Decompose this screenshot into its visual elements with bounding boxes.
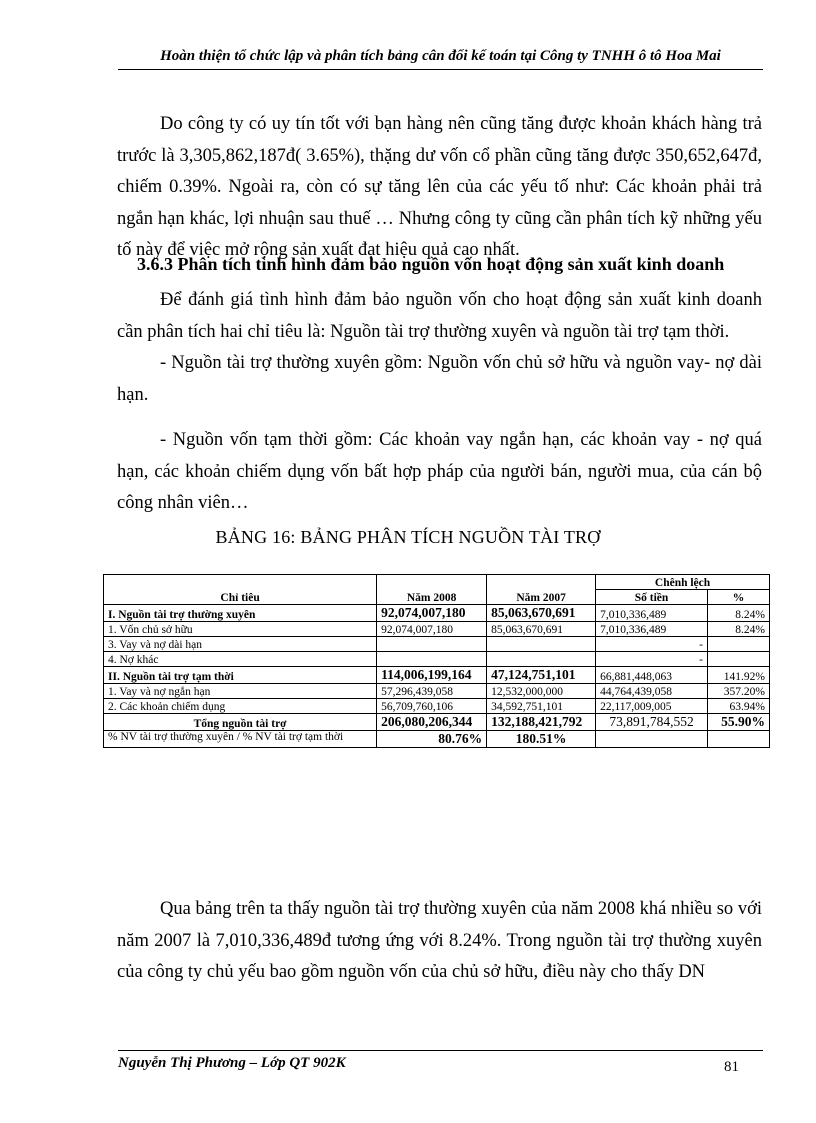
table-cell: II. Nguồn tài trợ tạm thời <box>104 667 377 684</box>
table-cell <box>377 652 487 667</box>
table-cell <box>707 731 769 748</box>
table-cell: 357.20% <box>707 684 769 699</box>
table-cell: 85,063,670,691 <box>487 622 596 637</box>
footer-author: Nguyễn Thị Phương – Lớp QT 902K <box>118 1055 346 1071</box>
table-cell: - <box>596 652 708 667</box>
funding-analysis-table <box>103 574 770 748</box>
table-cell <box>707 637 769 652</box>
table-cell: 73,891,784,552 <box>596 714 708 731</box>
table-cell: 56,709,760,106 <box>377 699 487 714</box>
table-cell: 2. Các khoản chiếm dụng <box>104 699 377 714</box>
table-cell <box>707 652 769 667</box>
table-cell: - <box>596 637 708 652</box>
table-cell: 114,006,199,164 <box>377 667 487 684</box>
page-number: 81 <box>724 1059 739 1075</box>
table-cell: 47,124,751,101 <box>487 667 596 684</box>
table-cell: 8.24% <box>707 605 769 622</box>
table-cell <box>487 652 596 667</box>
table-cell: 180.51% <box>487 731 596 748</box>
table-cell: 4. Nợ khác <box>104 652 377 667</box>
table-cell: 12,532,000,000 <box>487 684 596 699</box>
table-cell: 1. Vốn chủ sở hữu <box>104 622 377 637</box>
header-percent: % <box>707 590 769 605</box>
table-cell: 55.90% <box>707 714 769 731</box>
header-chi-tieu: Chỉ tiêu <box>104 575 377 605</box>
table-cell <box>596 731 708 748</box>
table-cell: 63.94% <box>707 699 769 714</box>
table-cell: 7,010,336,489 <box>596 605 708 622</box>
table-cell: 22,117,009,005 <box>596 699 708 714</box>
table-cell: 57,296,439,058 <box>377 684 487 699</box>
table-cell: I. Nguồn tài trợ thường xuyên <box>104 605 377 622</box>
header-so-tien: Số tiền <box>596 590 708 605</box>
table-title: BẢNG 16: BẢNG PHÂN TÍCH NGUỒN TÀI TRỢ <box>215 527 601 547</box>
table-cell: 44,764,439,058 <box>596 684 708 699</box>
paragraph-2: Để đánh giá tình hình đảm bảo nguồn vốn cho hoạt động sản xuất kinh doanh cần phân tích hai chỉ tiêu là: Nguồn tài trợ thường xuyên và nguồn tài trợ tạm thời. <box>117 290 762 342</box>
table-cell: Tổng nguồn tài trợ <box>104 714 377 731</box>
header-chenh-lech: Chênh lệch <box>596 575 770 590</box>
table-cell: 66,881,448,063 <box>596 667 708 684</box>
table-cell: % NV tài trợ thường xuyên / % NV tài trợ tạm thời <box>104 731 377 748</box>
table-cell: 85,063,670,691 <box>487 605 596 622</box>
table-cell: 8.24% <box>707 622 769 637</box>
table-cell: 92,074,007,180 <box>377 605 487 622</box>
paragraph-5: Qua bảng trên ta thấy nguồn tài trợ thường xuyên của năm 2008 khá nhiều so với năm 2007 là 7,010,336,489đ tương ứng với 8.24%. Trong nguồn tài trợ thường xuyên của công ty chủ yếu bao gồm nguồn vốn của chủ sở hữu, điều này cho thấy DN <box>117 899 762 982</box>
table-cell <box>487 637 596 652</box>
table-cell: 3. Vay và nợ dài hạn <box>104 637 377 652</box>
header-nam-2008: Năm 2008 <box>377 575 487 605</box>
table-cell: 7,010,336,489 <box>596 622 708 637</box>
table-cell: 34,592,751,101 <box>487 699 596 714</box>
table-cell <box>377 637 487 652</box>
footer-divider <box>118 1050 763 1051</box>
header-nam-2007: Năm 2007 <box>487 575 596 605</box>
paragraph-1: Do công ty có uy tín tốt với bạn hàng nên cũng tăng được khoản khách hàng trả trước là 3,305,862,187đ( 3.65%), thặng dư vốn cổ phần cũng tăng được 350,652,647đ, chiếm 0.39%. Ngoài ra, còn có sự tăng lên của các yếu tố như: Các khoản phải trả ngắn hạn khác, lợi nhuận sau thuế … Nhưng công ty cũng cần phân tích kỹ những yếu tố này để việc mở rộng sản xuất đạt hiệu quả cao nhất. <box>117 114 762 260</box>
table-cell: 132,188,421,792 <box>487 714 596 731</box>
table-cell: 80.76% <box>377 731 487 748</box>
page-header: Hoàn thiện tổ chức lập và phân tích bảng cân đối kế toán tại Công ty TNHH ô tô Hoa Mai <box>118 48 763 70</box>
paragraph-3: - Nguồn tài trợ thường xuyên gồm: Nguồn vốn chủ sở hữu và nguồn vay- nợ dài hạn. <box>117 353 762 405</box>
table-cell: 92,074,007,180 <box>377 622 487 637</box>
table-cell: 1. Vay và nợ ngắn hạn <box>104 684 377 699</box>
table-cell: 206,080,206,344 <box>377 714 487 731</box>
section-heading: 3.6.3 Phân tích tình hình đảm bảo nguồn vốn hoạt động sản xuất kinh doanh <box>137 254 725 274</box>
table-cell: 141.92% <box>707 667 769 684</box>
paragraph-4: - Nguồn vốn tạm thời gồm: Các khoản vay ngắn hạn, các khoản vay - nợ quá hạn, các khoản chiếm dụng vốn bất hợp pháp của người bán, người mua, của cán bộ công nhân viên… <box>117 430 762 513</box>
